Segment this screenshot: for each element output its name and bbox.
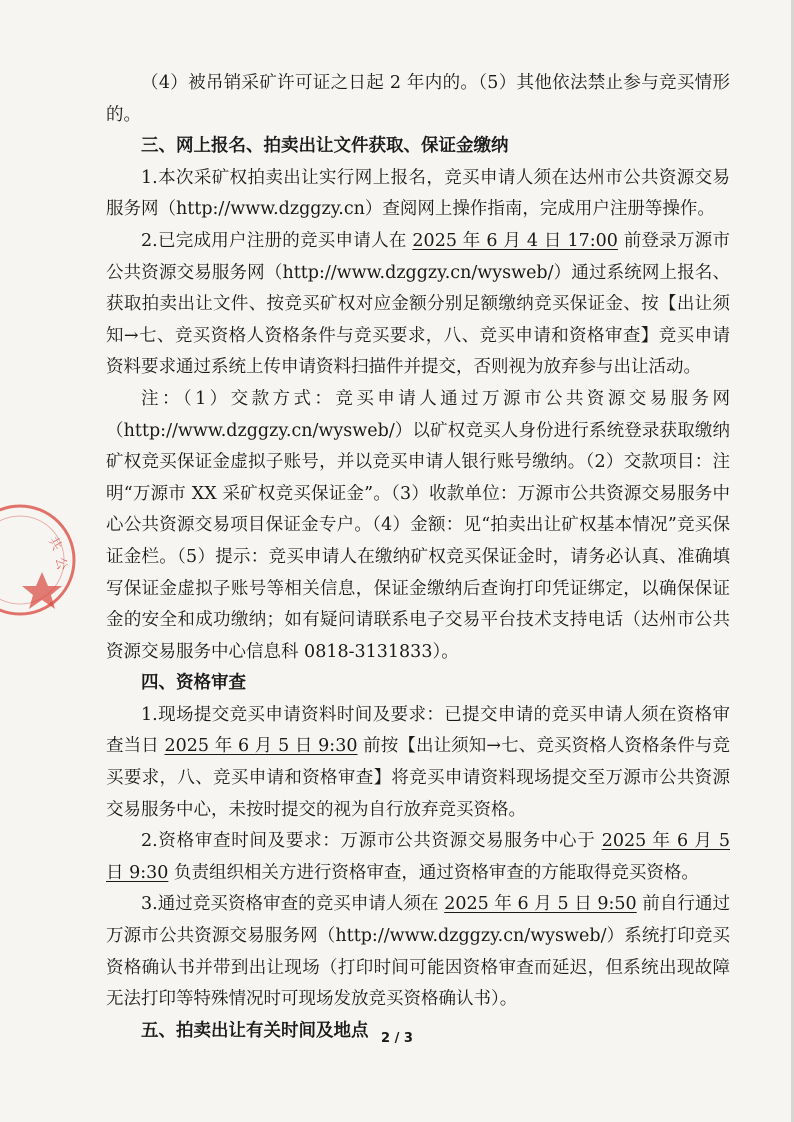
section-heading: 三、网上报名、拍卖出让文件获取、保证金缴纳	[141, 136, 509, 157]
svg-text:公: 公	[52, 556, 70, 572]
paragraph	[106, 226, 730, 384]
underlined-date: 2025 年 6 月 4 日 17:00	[412, 230, 618, 251]
document-body	[106, 68, 730, 1047]
underlined-date: 2025 年 6 月 5 日 9:50	[444, 894, 637, 915]
paragraph: 注：（1）交款方式：竞买申请人通过万源市公共资源交易服务网（http://www.dzggzy.cn/wysweb/）以矿权竞买人身份进行系统登录获取缴纳矿权竞买保证金虚拟子账号，并以竞买申请人银行账号缴纳。（2）交款项目：注明“万源市 XX 采矿权竞买保证金”。（3）收款单位：万源市公共资源交易服务中心公共资源交易项目保证金专户。（4）金额：见“拍卖出让矿权基本情况”竞买保证金栏。（5）提示：竞买申请人在缴纳矿权竞买保证金时，请务必认真、准确填写保证金虚拟子账号等相关信息，保证金缴纳后查询打印凭证绑定，以确保保证金的安全和成功缴纳；如有疑问请联系电子交易平台技术支持电话（达州市公共资源交易服务中心信息科 0818-3131833）。	[106, 388, 730, 662]
section-heading: 五、拍卖出让有关时间及地点	[141, 1020, 369, 1041]
text-run: 前按【出让须知→七、竞买资格人资格条件与竞买要求，八、竞买申请和资格审查】将竞买申请资料现场提交至万源市公共资源交易服务中心，未按时提交的视为自行放弃竞买资格。	[106, 736, 730, 820]
underlined-date: 2025 年 6 月 5 日 9:30	[164, 736, 358, 757]
red-seal-stamp	[0, 500, 80, 620]
paragraph	[106, 889, 730, 1015]
text-run: 前自行通过万源市公共资源交易服务网（http://www.dzggzy.cn/wysweb/）系统打印竞买资格确认书并带到出让现场（打印时间可能因资格审查而延迟，但系统出现故障无法打印等特殊情况时可现场发放竞买资格确认书）。	[106, 894, 731, 1010]
text-run: 前登录万源市公共资源交易服务网（http://www.dzggzy.cn/wysweb/）通过系统网上报名、获取拍卖出让文件、按竞买矿权对应金额分别足额缴纳竞买保证金、按【出让须知→七、竞买资格人资格条件与竞买要求，八、竞买申请和资格审查】竞买申请资料要求通过系统上传申请资料扫描件并提交，否则视为放弃参与出让活动。	[106, 230, 730, 378]
page-number: 2 / 3	[381, 1031, 413, 1046]
text-run: 1.现场提交竞买申请资料时间及要求：已提交申请的竞买申请人须在资格审查当日	[106, 704, 730, 757]
paragraph	[106, 700, 730, 826]
section-heading: 四、资格审查	[141, 673, 246, 694]
text-run: 2.已完成用户注册的竞买申请人在	[141, 230, 413, 251]
underlined-date: 2025 年 6 月 5 日 9:30	[106, 831, 730, 883]
paragraph: （4）被吊销采矿许可证之日起 2 年内的。（5）其他依法禁止参与竞买情形的。	[106, 73, 730, 125]
text-run: 2.资格审查时间及要求：万源市公共资源交易服务中心于	[141, 831, 602, 852]
svg-text:共: 共	[44, 534, 65, 554]
paragraph	[106, 826, 730, 889]
paragraph: 1.本次采矿权拍卖出让实行网上报名，竞买申请人须在达州市公共资源交易服务网（http://www.dzggzy.cn）查阅网上操作指南，完成用户注册等操作。	[106, 167, 730, 220]
text-run: 负责组织相关方进行资格审查，通过资格审查的方能取得竞买资格。	[168, 862, 699, 883]
text-run: 3.通过竞买资格审查的竞买申请人须在	[141, 894, 445, 915]
